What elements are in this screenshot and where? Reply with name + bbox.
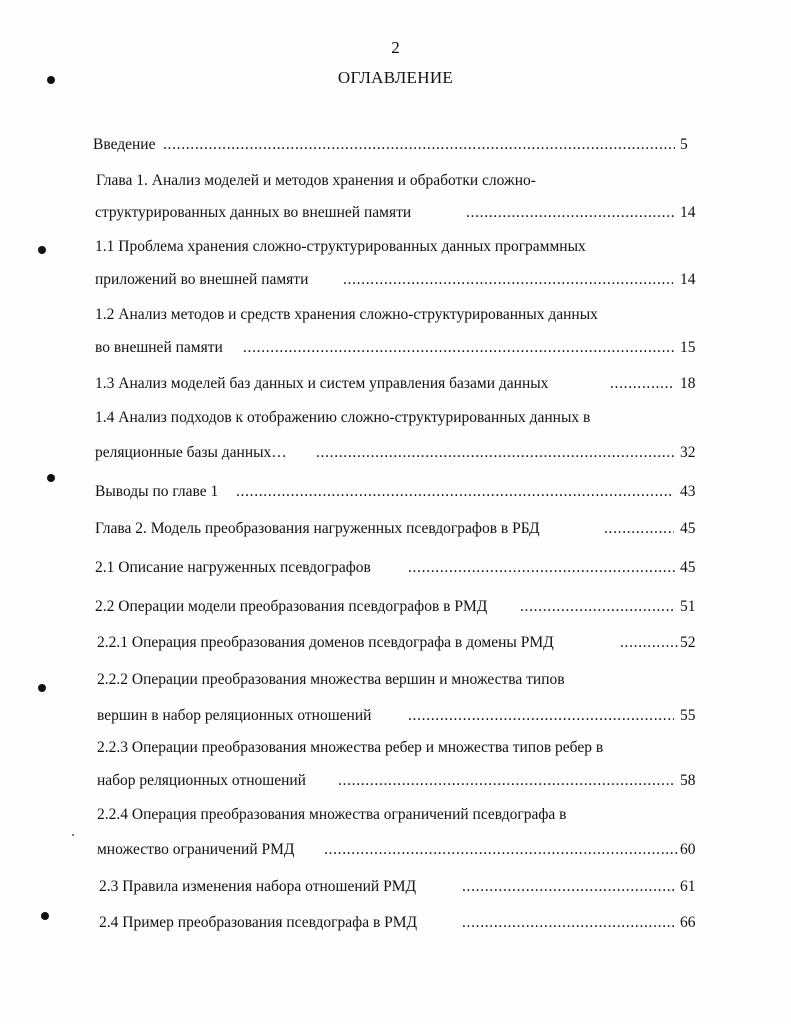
scan-mark — [47, 76, 55, 84]
toc-entry-1-1 — [0, 236, 791, 258]
toc-entry-page: 66 — [680, 914, 696, 931]
toc-entry-1-2 — [0, 304, 791, 326]
toc-entry-page: 58 — [680, 772, 696, 789]
toc-entry-text: 2.2.1 Операция преобразования доменов псевдографа в домены РМД — [97, 634, 554, 651]
toc-entry-text-cont: множество ограничений РМД — [97, 841, 295, 858]
toc-entry-text: 2.2.3 Операции преобразования множества ребер и множества типов ребер в — [97, 739, 604, 756]
toc-entry-2-2-3-cont — [0, 770, 791, 792]
toc-entry-text: 2.2.4 Операция преобразования множества ограничений псевдографа в — [97, 806, 567, 823]
toc-entry-chapter-2 — [0, 518, 791, 540]
toc-entry-page: 52 — [680, 634, 696, 651]
toc-leader — [604, 518, 674, 540]
toc-entry-page: 43 — [680, 483, 696, 500]
toc-entry-page: 61 — [680, 878, 696, 895]
toc-leader — [243, 337, 675, 359]
toc-entry-page: 14 — [680, 204, 696, 221]
scan-mark — [47, 474, 55, 482]
scan-mark — [38, 684, 46, 692]
toc-entry-page: 51 — [680, 598, 696, 615]
toc-entry-2-2-2-cont — [0, 705, 791, 727]
toc-entry-text-cont: структурированных данных во внешней памяти — [95, 204, 412, 221]
toc-entry-text: Глава 2. Модель преобразования нагруженных псевдографов в РБД — [95, 520, 540, 537]
scan-mark — [41, 912, 49, 920]
toc-entry-text: 2.1 Описание нагруженных псевдографов — [95, 559, 371, 576]
toc-entry-page: 14 — [680, 271, 696, 288]
toc-entry-text: 1.3 Анализ моделей баз данных и систем управления базами данных — [95, 375, 549, 392]
scan-mark — [38, 246, 46, 254]
toc-entry-page: 55 — [680, 707, 696, 724]
toc-entry-page: 32 — [680, 444, 696, 461]
toc-leader — [236, 481, 674, 503]
toc-entry-1-1-cont — [0, 269, 791, 291]
toc-entry-1-4-cont — [0, 442, 791, 464]
toc-entry-text: 1.4 Анализ подходов к отображению сложно-структурированных данных в — [95, 409, 591, 426]
toc-leader — [466, 202, 674, 224]
toc-entry-2-2-4-cont — [0, 839, 791, 861]
toc-entry-text: 2.3 Правила изменения набора отношений РМД — [99, 878, 417, 895]
toc-entry-2-2-4 — [0, 804, 791, 826]
toc-leader — [316, 442, 674, 464]
toc-entry-text: 1.1 Проблема хранения сложно-структурированных данных программных — [95, 238, 586, 255]
page-title: ОГЛАВЛЕНИЕ — [337, 68, 454, 87]
toc-entry-text-cont: во внешней памяти — [95, 339, 223, 356]
toc-entry-2-2-1 — [0, 632, 791, 654]
toc-entry-page: 5 — [680, 136, 688, 153]
toc-leader — [462, 876, 674, 898]
toc-entry-2-2-2 — [0, 669, 791, 691]
toc-leader — [610, 373, 672, 395]
toc-entry-page: 15 — [680, 339, 696, 356]
toc-entry-text-cont: приложений во внешней памяти — [95, 271, 309, 288]
toc-entry-introduction — [0, 134, 791, 156]
toc-entry-2-3 — [0, 876, 791, 898]
toc-entry-text: 2.4 Пример преобразования псевдографа в РМД — [99, 914, 418, 931]
toc-leader — [620, 632, 678, 654]
toc-entry-2-2 — [0, 596, 791, 618]
toc-leader — [338, 770, 674, 792]
toc-leader — [343, 269, 673, 291]
toc-entry-text-cont: вершин в набор реляционных отношений — [97, 707, 372, 724]
toc-entry-text: 1.2 Анализ методов и средств хранения сложно-структурированных данных — [95, 306, 598, 323]
toc-entry-chapter-1-cont — [0, 202, 791, 224]
toc-entry-text: Выводы по главе 1 — [95, 483, 219, 500]
toc-leader — [163, 134, 675, 156]
toc-entry-1-3 — [0, 373, 791, 395]
toc-entry-page: 18 — [680, 375, 696, 392]
toc-entry-1-4 — [0, 407, 791, 429]
toc-entry-text: 2.2.2 Операции преобразования множества вершин и множества типов — [97, 671, 565, 688]
toc-leader — [520, 596, 674, 618]
toc-entry-text: 2.2 Операции модели преобразования псевдографов в РМД — [95, 598, 488, 615]
toc-entry-2-2-3 — [0, 737, 791, 759]
toc-entry-text-cont: набор реляционных отношений — [97, 772, 306, 789]
toc-leader — [462, 912, 674, 934]
toc-entry-text: Глава 1. Анализ моделей и методов хранения и обработки сложно- — [96, 172, 536, 189]
toc-entry-2-4 — [0, 912, 791, 934]
toc-leader — [408, 557, 676, 579]
toc-entry-1-2-cont — [0, 337, 791, 359]
scan-speck — [72, 834, 74, 836]
toc-entry-page: 45 — [680, 520, 696, 537]
toc-leader — [408, 705, 674, 727]
toc-entry-chapter-1 — [0, 170, 791, 192]
toc-entry-text-cont: реляционные базы данных… — [95, 444, 287, 461]
toc-entry-text: Введение — [93, 136, 156, 153]
toc-leader — [324, 839, 678, 861]
toc-entry-page: 45 — [680, 559, 696, 576]
toc-entry-2-1 — [0, 557, 791, 579]
page-number: 2 — [391, 38, 400, 57]
toc-entry-conclusions-1 — [0, 481, 791, 503]
toc-entry-page: 60 — [680, 841, 696, 858]
